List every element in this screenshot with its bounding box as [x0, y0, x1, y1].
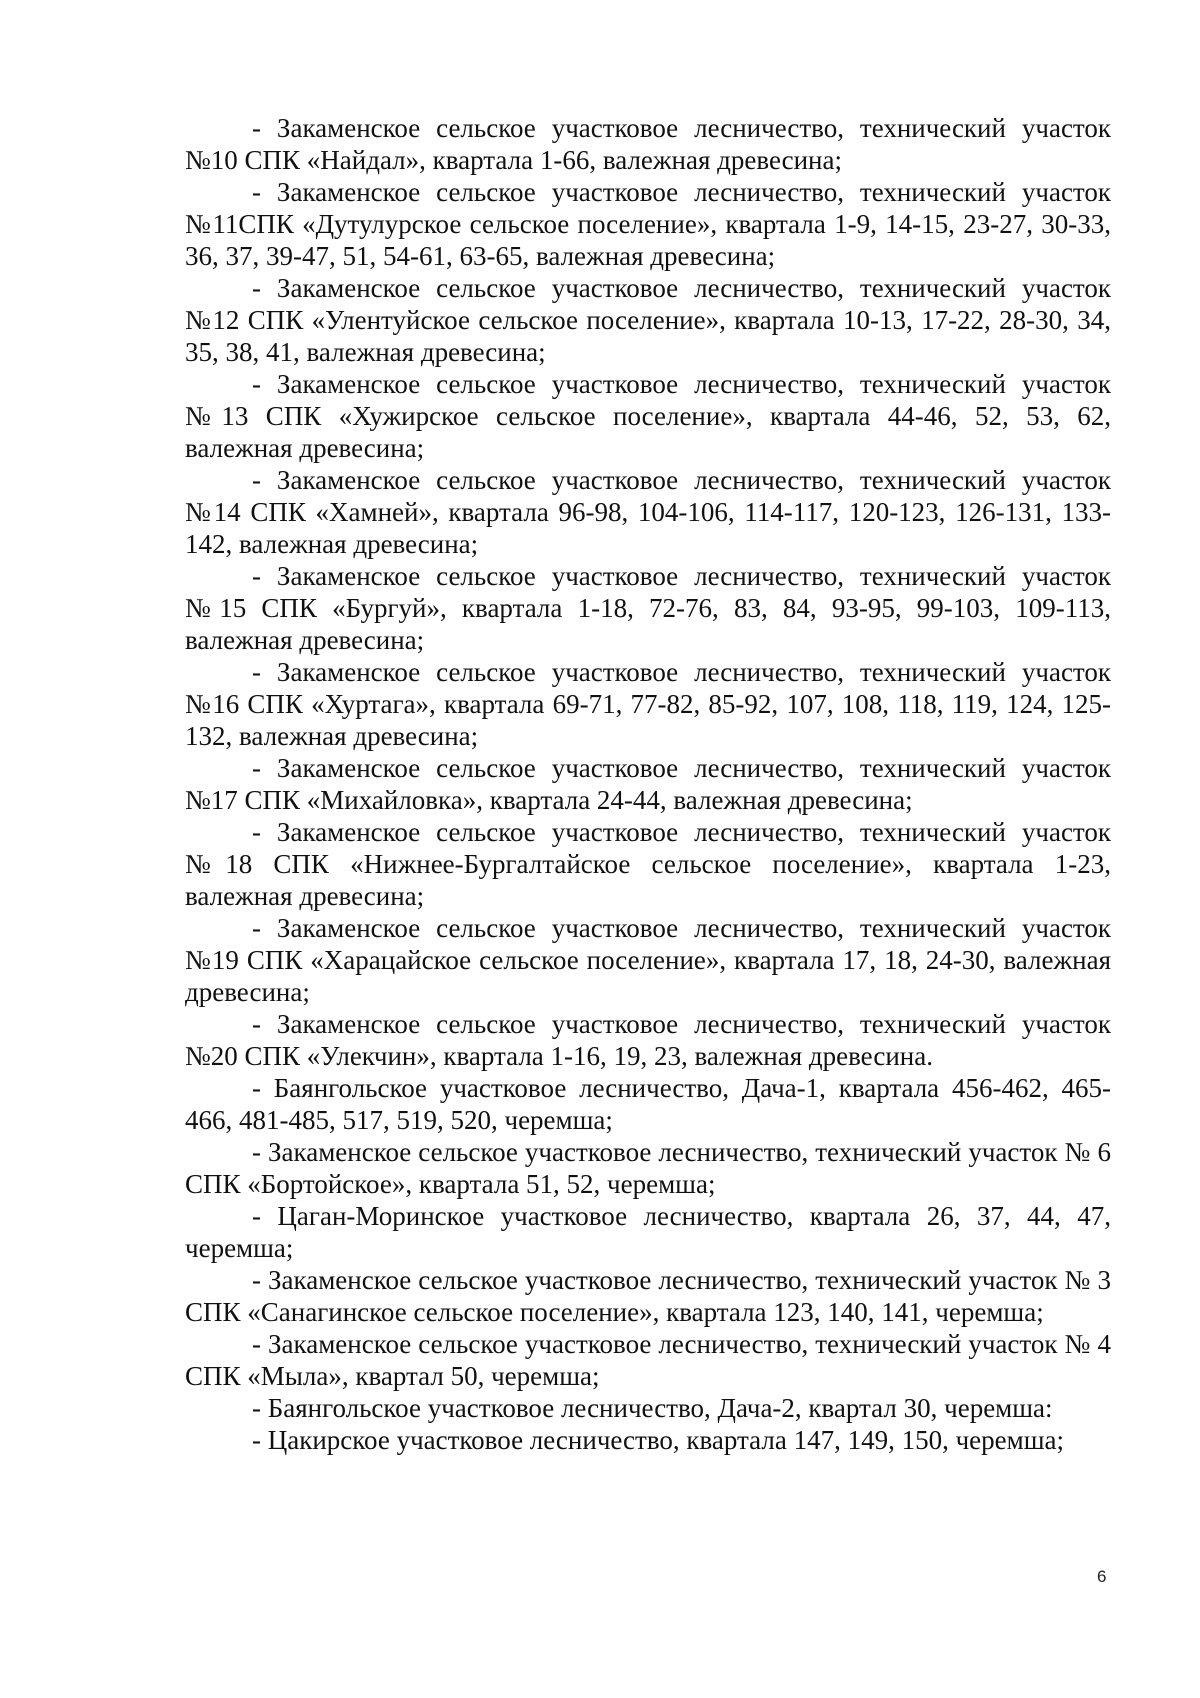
paragraph: - Закаменское сельское участковое лесничество, технический участок №13 СПК «Хужирское сельское поселение», квартала 44-46, 52, 53, 62, валежная древесина;: [185, 369, 1111, 463]
paragraph: - Закаменское сельское участковое лесничество, технический участок №14 СПК «Хамней», квартала 96-98, 104-106, 114-117, 120-123, 126-131, 133-142, валежная древесина;: [185, 465, 1111, 559]
paragraph: - Закаменское сельское участковое лесничество, технический участок № 6 СПК «Бортойское», квартала 51, 52, черемша;: [185, 1137, 1111, 1199]
paragraph: - Закаменское сельское участковое лесничество, технический участок №15 СПК «Бургуй», квартала 1-18, 72-76, 83, 84, 93-95, 99-103, 109-113, валежная древесина;: [185, 561, 1111, 655]
paragraph: - Цакирское участковое лесничество, квартала 147, 149, 150, черемша;: [252, 1425, 1065, 1455]
paragraph: - Закаменское сельское участковое лесничество, технический участок №20 СПК «Улекчин», квартала 1-16, 19, 23, валежная древесина.: [185, 1009, 1111, 1071]
document-body: [185, 112, 1111, 1456]
paragraph: - Баянгольское участковое лесничество, Дача-1, квартала 456-462, 465-466, 481-485, 517, 519, 520, черемша;: [185, 1073, 1111, 1135]
paragraph: - Закаменское сельское участковое лесничество, технический участок № 3 СПК «Санагинское сельское поселение», квартала 123, 140, 141, черемша;: [185, 1265, 1111, 1327]
paragraph: - Закаменское сельское участковое лесничество, технический участок №11СПК «Дутулурское сельское поселение», квартала 1-9, 14-15, 23-27, 30-33, 36, 37, 39-47, 51, 54-61, 63-65, валежная древесина;: [185, 177, 1111, 271]
paragraph: - Закаменское сельское участковое лесничество, технический участок №19 СПК «Харацайское сельское поселение», квартала 17, 18, 24-30, валежная древесина;: [185, 913, 1111, 1007]
paragraph: - Закаменское сельское участковое лесничество, технический участок № 4 СПК «Мыла», квартал 50, черемша;: [185, 1329, 1111, 1391]
paragraph: - Закаменское сельское участковое лесничество, технический участок №10 СПК «Найдал», квартала 1-66, валежная древесина;: [185, 113, 1111, 175]
page-number: 6: [1097, 1567, 1107, 1586]
paragraph: - Закаменское сельское участковое лесничество, технический участок №12 СПК «Улентуйское сельское поселение», квартала 10-13, 17-22, 28-30, 34, 35, 38, 41, валежная древесина;: [185, 273, 1111, 367]
paragraph: - Цаган-Моринское участковое лесничество, квартала 26, 37, 44, 47, черемша;: [185, 1201, 1111, 1263]
paragraph: - Закаменское сельское участковое лесничество, технический участок №17 СПК «Михайловка», квартала 24-44, валежная древесина;: [185, 753, 1111, 815]
paragraph: - Баянгольское участковое лесничество, Дача-2, квартал 30, черемша:: [252, 1393, 1053, 1423]
paragraph: - Закаменское сельское участковое лесничество, технический участок №16 СПК «Хуртага», квартала 69-71, 77-82, 85-92, 107, 108, 118, 119, 124, 125-132, валежная древесина;: [185, 657, 1111, 751]
paragraph: - Закаменское сельское участковое лесничество, технический участок №18 СПК «Нижнее-Бургалтайское сельское поселение», квартала 1-23, валежная древесина;: [185, 817, 1111, 911]
